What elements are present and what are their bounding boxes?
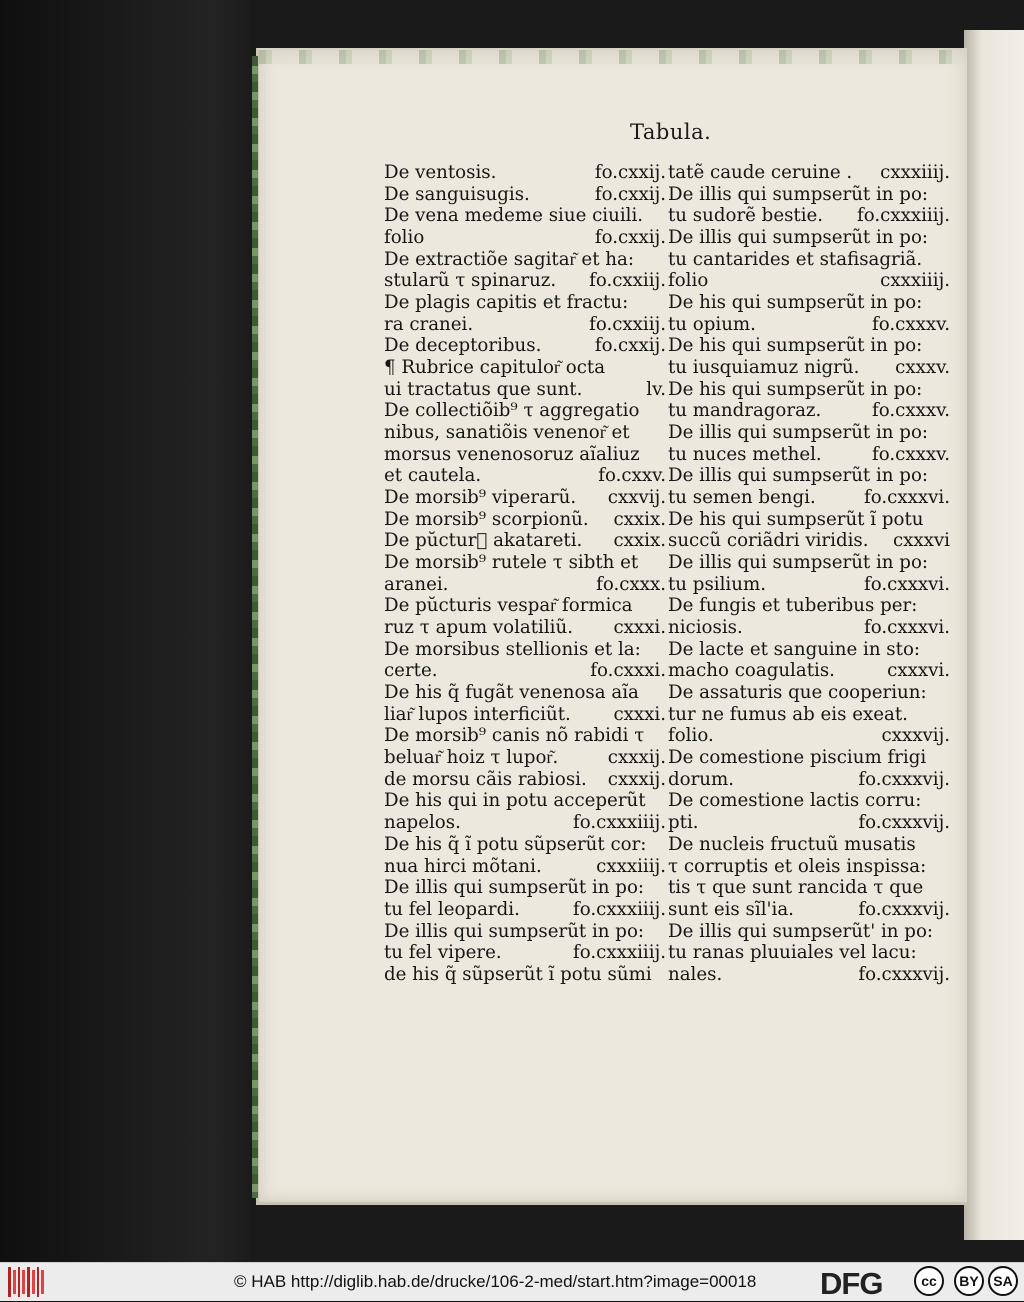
index-line	[384, 249, 666, 271]
entry-text: De illis qui sumpserũt in po:	[668, 465, 929, 487]
index-line	[384, 617, 666, 639]
folio-ref	[944, 834, 950, 856]
entry-text: tu cantarides et stafisagriã.	[668, 248, 923, 270]
entry-text: morsus venenosoruz aĩaliuz	[384, 443, 640, 465]
folio-ref	[660, 877, 666, 899]
index-line	[384, 487, 666, 509]
index-line	[668, 877, 950, 899]
entry-text: De extractiõe sagitar͂ et ha:	[384, 248, 634, 270]
index-line	[384, 465, 666, 487]
index-line	[668, 162, 950, 184]
index-line	[668, 205, 950, 227]
folio-ref: fo.cxxiij.	[589, 270, 666, 292]
hab-logo-icon[interactable]	[8, 1267, 44, 1297]
entry-text: De illis qui sumpserũt in po:	[668, 183, 929, 205]
index-line	[384, 942, 666, 964]
folio-ref	[660, 682, 666, 704]
folio-ref	[944, 465, 950, 487]
index-line	[384, 834, 666, 856]
entry-text: De morsib⁹ rutele τ sibth et	[384, 552, 639, 574]
index-line	[668, 682, 950, 704]
entry-text: De comestione piscium frigi	[668, 747, 927, 769]
index-line	[668, 595, 950, 617]
entry-text: tu nuces methel.	[668, 443, 822, 465]
footer-bar	[0, 1262, 1024, 1301]
entry-text: De his q̃ ĩ potu sũpserũt cor:	[384, 833, 647, 855]
index-line	[384, 704, 666, 726]
entry-text: ruz τ apum volatiliũ.	[384, 617, 573, 639]
entry-text: ui tractatus que sunt.	[384, 378, 583, 400]
folio-ref: cxxxij.	[607, 747, 666, 769]
folio-ref: cxxxij.	[607, 768, 666, 790]
entry-text: De his qui sumpserũt in po:	[668, 335, 923, 357]
entry-text: beluar͂ hoiz τ lupor͂.	[384, 747, 559, 769]
entry-text: De pŭcturis vespar͂ formica	[384, 595, 633, 617]
entry-text: De lacte et sanguine in sto:	[668, 638, 921, 660]
index-line	[668, 379, 950, 401]
index-line	[384, 422, 666, 444]
index-line	[668, 314, 950, 336]
folio-ref: cxxvij.	[607, 487, 666, 509]
entry-text: certe.	[384, 660, 438, 682]
folio-ref	[660, 249, 666, 271]
entry-text: nibus, sanatiõis venenor͂ et	[384, 422, 630, 444]
entry-text: liar͂ lupos interficiũt.	[384, 703, 571, 725]
folio-ref: cxxxvij.	[881, 725, 950, 747]
folio-ref: fo.cxxxi.	[590, 660, 666, 682]
entry-text: De morsib⁹ viperarũ.	[384, 487, 577, 509]
folio-ref: cxxxiiij.	[880, 162, 950, 183]
entry-text: sunt eis sĩl'ia.	[668, 898, 794, 920]
folio-ref: fo.cxxxiiij.	[573, 942, 666, 964]
entry-text: folio	[668, 270, 709, 292]
next-page-bleed-text	[970, 120, 1022, 1220]
folio-ref: cxxxiiij.	[880, 270, 950, 292]
index-line	[384, 379, 666, 401]
index-line	[384, 595, 666, 617]
folio-ref	[944, 379, 950, 401]
folio-ref: cxxxvi	[892, 530, 950, 552]
index-line	[384, 552, 666, 574]
entry-text: De his qui sumpserũt ĩ potu	[668, 508, 924, 530]
index-line	[668, 769, 950, 791]
entry-text: De sanguisugis.	[384, 183, 530, 205]
entry-text: folio.	[668, 725, 714, 747]
dfg-logo[interactable]: DFG	[820, 1266, 883, 1301]
index-line	[384, 639, 666, 661]
left-background	[0, 0, 250, 1262]
folio-ref	[660, 964, 666, 986]
folio-ref: fo.cxxv.	[598, 465, 666, 487]
folio-ref: cxxxvi.	[887, 660, 950, 682]
entry-text: tu opium.	[668, 313, 756, 335]
entry-text: et cautela.	[384, 465, 482, 487]
index-line	[668, 552, 950, 574]
index-line	[668, 790, 950, 812]
entry-text: ¶ Rubrice capitulor͂ octa	[384, 357, 606, 379]
index-line	[668, 444, 950, 466]
entry-text: tu mandragoraz.	[668, 400, 822, 422]
entry-text: De illis qui sumpserũt in po:	[384, 877, 645, 899]
folio-ref	[944, 227, 950, 249]
folio-ref: fo.cxxx.	[596, 573, 666, 595]
entry-text: De illis qui sumpserũt in po:	[668, 227, 929, 249]
folio-ref	[944, 856, 950, 878]
entry-text: tu fel vipere.	[384, 942, 502, 964]
index-line	[384, 270, 666, 292]
index-line	[668, 856, 950, 878]
folio-ref	[944, 682, 950, 704]
index-line	[384, 162, 666, 184]
index-line	[668, 660, 950, 682]
copyright-link[interactable]: © HAB http://diglib.hab.de/drucke/106-2-med/start.htm?image=00018	[234, 1272, 757, 1291]
index-line	[384, 660, 666, 682]
folio-ref	[660, 790, 666, 812]
index-line	[668, 574, 950, 596]
entry-text: tu iusquiamuz nigrũ.	[668, 357, 860, 379]
entry-text: tu semen bengi.	[668, 487, 816, 509]
entry-text: De illis qui sumpserũt in po:	[668, 552, 929, 574]
index-line	[668, 292, 950, 314]
entry-text: De deceptoribus.	[384, 335, 542, 357]
index-line	[384, 509, 666, 531]
folio-ref	[660, 400, 666, 422]
entry-text: dorum.	[668, 768, 735, 790]
folio-ref	[944, 422, 950, 444]
sa-license-icon[interactable]: SA	[988, 1266, 1018, 1296]
folio-ref: fo.cxxiij.	[589, 313, 666, 335]
entry-text: tu ranas pluuiales vel lacu:	[668, 942, 917, 964]
index-line	[668, 400, 950, 422]
index-line	[384, 574, 666, 596]
index-line	[668, 509, 950, 531]
index-line	[668, 812, 950, 834]
folio-ref: fo.cxxij.	[594, 183, 666, 205]
entry-text: De morsib⁹ scorpionũ.	[384, 508, 589, 530]
folio-ref	[944, 704, 950, 726]
folio-ref: cxxix.	[613, 530, 666, 552]
index-line	[668, 422, 950, 444]
index-line	[668, 704, 950, 726]
index-line	[668, 639, 950, 661]
entry-text: De fungis et tuberibus per:	[668, 595, 918, 617]
entry-text: pti.	[668, 812, 699, 834]
folio-ref: fo.cxxxvij.	[858, 812, 950, 834]
entry-text: De nucleis fructuũ musatis	[668, 833, 916, 855]
entry-text: De vena medeme siue ciuili.	[384, 205, 644, 227]
folio-ref: cxxxiiij.	[596, 855, 666, 877]
by-license-icon[interactable]: BY	[954, 1266, 984, 1296]
folio-ref	[944, 595, 950, 617]
entry-text: De assaturis que cooperiun:	[668, 682, 927, 704]
entry-text: succũ coriãdri viridis.	[668, 530, 869, 552]
index-line	[668, 899, 950, 921]
folio-ref: fo.cxxxv.	[872, 400, 950, 422]
entry-text: napelos.	[384, 812, 461, 834]
index-line	[384, 747, 666, 769]
index-line	[668, 270, 950, 292]
index-line	[384, 184, 666, 206]
index-line	[384, 530, 666, 552]
folio-ref	[944, 639, 950, 661]
entry-text: De his q̃ fugãt venenosa aĩa	[384, 682, 639, 704]
folio-ref	[660, 552, 666, 574]
folio-ref	[944, 921, 950, 943]
index-line	[384, 227, 666, 249]
folio-ref	[660, 639, 666, 661]
folio-ref: fo.cxxij.	[594, 335, 666, 357]
entry-text: folio	[384, 227, 425, 249]
index-line	[384, 725, 666, 747]
folio-ref: cxxxi.	[613, 703, 666, 725]
index-line	[668, 964, 950, 986]
index-line	[668, 227, 950, 249]
folio-ref: fo.cxxxiiij.	[573, 898, 666, 920]
folio-ref	[944, 747, 950, 769]
entry-text: ra cranei.	[384, 313, 474, 335]
entry-text: de his q̃ sũpserũt ĩ potu sũmi	[384, 963, 652, 985]
index-line	[668, 249, 950, 271]
folio-ref: fo.cxxxiiij.	[573, 812, 666, 834]
index-line	[668, 530, 950, 552]
folio-ref	[944, 184, 950, 206]
index-line	[384, 682, 666, 704]
index-line	[384, 292, 666, 314]
folio-ref	[944, 790, 950, 812]
entry-text: tu psilium.	[668, 573, 766, 595]
folio-ref: fo.cxxxiiij.	[857, 205, 950, 227]
index-line	[384, 335, 666, 357]
entry-text: De comestione lactis corru:	[668, 790, 922, 812]
index-line	[384, 205, 666, 227]
entry-text: De illis qui sumpserũt in po:	[384, 920, 645, 942]
entry-text: De illis qui sumpserũt in po:	[668, 422, 929, 444]
index-line	[384, 357, 666, 379]
index-line	[668, 335, 950, 357]
index-line	[384, 444, 666, 466]
folio-ref	[660, 357, 666, 379]
page-title: Tabula.	[630, 120, 712, 144]
entry-text: tatẽ caude ceruine .	[668, 162, 853, 183]
index-line	[668, 357, 950, 379]
index-line	[384, 964, 666, 986]
index-line	[668, 184, 950, 206]
folio-ref	[944, 877, 950, 899]
entry-text: tis τ que sunt rancida τ que	[668, 877, 924, 899]
index-line	[668, 725, 950, 747]
entry-text: macho coagulatis.	[668, 660, 835, 682]
folio-ref: fo.cxxij.	[594, 227, 666, 249]
folio-ref	[660, 444, 666, 466]
index-line	[668, 942, 950, 964]
entry-text: De his qui sumpserũt in po:	[668, 378, 923, 400]
index-line	[668, 487, 950, 509]
index-line	[668, 465, 950, 487]
index-line	[668, 921, 950, 943]
folio-ref: fo.cxxxvi.	[864, 617, 950, 639]
folio-ref	[660, 595, 666, 617]
entry-text: nales.	[668, 963, 723, 985]
index-line	[384, 877, 666, 899]
index-line	[384, 769, 666, 791]
folio-ref: fo.cxxxvi.	[864, 573, 950, 595]
folio-ref: fo.cxxxvij.	[858, 768, 950, 790]
entry-text: τ corruptis et oleis inspissa:	[668, 855, 927, 877]
folio-ref: fo.cxxij.	[594, 162, 666, 183]
entry-text: De illis qui sumpserũt' in po:	[668, 920, 934, 942]
entry-text: nua hirci mõtani.	[384, 855, 542, 877]
entry-text: tur ne fumus ab eis exeat.	[668, 703, 908, 725]
entry-text: De his qui sumpserũt in po:	[668, 292, 923, 314]
index-line	[384, 314, 666, 336]
index-line	[668, 617, 950, 639]
entry-text: de morsu cãis rabiosi.	[384, 768, 587, 790]
entry-text: De his qui in potu acceperũt	[384, 790, 646, 812]
folio-ref	[944, 552, 950, 574]
entry-text: stularũ τ spinaruz.	[384, 270, 557, 292]
index-line	[384, 400, 666, 422]
folio-ref	[660, 422, 666, 444]
index-line	[668, 747, 950, 769]
folio-ref	[660, 921, 666, 943]
entry-text: De morsibus stellionis et la:	[384, 638, 641, 660]
folio-ref	[944, 942, 950, 964]
index-line	[384, 790, 666, 812]
folio-ref: lv.	[646, 378, 666, 400]
cc-license-icon[interactable]: cc	[914, 1266, 944, 1296]
entry-text: niciosis.	[668, 617, 743, 639]
folio-ref	[660, 292, 666, 314]
index-line	[384, 856, 666, 878]
entry-text: tu sudorẽ bestie.	[668, 205, 824, 227]
folio-ref	[944, 509, 950, 531]
folio-ref: cxxxi.	[613, 617, 666, 639]
folio-ref: fo.cxxxvi.	[864, 487, 950, 509]
folio-ref: fo.cxxxv.	[872, 443, 950, 465]
entry-text: aranei.	[384, 573, 449, 595]
index-line	[668, 834, 950, 856]
folio-ref	[944, 335, 950, 357]
folio-ref	[944, 292, 950, 314]
folio-ref: fo.cxxxvij.	[858, 963, 950, 985]
entry-text: De pŭcturᷓ akatareti.	[384, 530, 583, 552]
entry-text: De plagis capitis et fractu:	[384, 292, 629, 314]
index-line	[384, 899, 666, 921]
folio-ref: cxxxv.	[895, 357, 950, 379]
folio-ref: fo.cxxxvij.	[858, 898, 950, 920]
folio-ref: cxxix.	[613, 508, 666, 530]
folio-ref	[660, 205, 666, 227]
folio-ref	[660, 725, 666, 747]
entry-text: tu fel leopardi.	[384, 898, 520, 920]
right-text-column	[668, 162, 950, 986]
folio-ref	[944, 249, 950, 271]
folio-ref	[660, 834, 666, 856]
folio-ref: fo.cxxxv.	[872, 313, 950, 335]
page-edge-binding	[252, 56, 258, 1198]
index-line	[384, 812, 666, 834]
entry-text: De ventosis.	[384, 162, 497, 183]
left-text-column	[384, 162, 666, 986]
index-line	[384, 921, 666, 943]
entry-text: De morsib⁹ canis nõ rabidi τ	[384, 725, 645, 747]
entry-text: De collectiõib⁹ τ aggregatio	[384, 400, 640, 422]
